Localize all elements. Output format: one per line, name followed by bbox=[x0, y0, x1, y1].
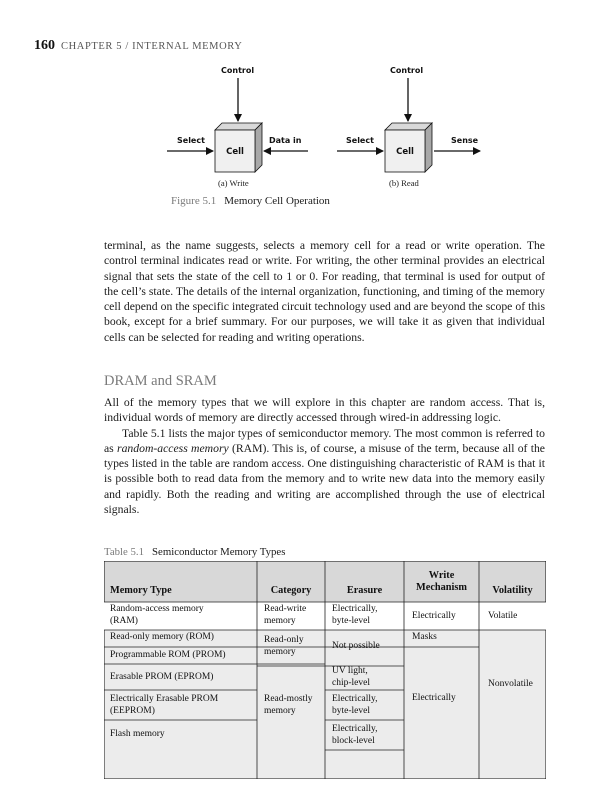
memory-cell-diagram bbox=[155, 60, 515, 190]
cell-ram-erasure-line1: Electrically, bbox=[332, 604, 378, 614]
cell-prom: Programmable ROM (PROM) bbox=[110, 650, 226, 660]
table-caption-text: Semiconductor Memory Types bbox=[152, 546, 286, 558]
cell-flash-erasure bbox=[332, 724, 378, 747]
write-select-label: Select bbox=[177, 136, 205, 145]
cell-eeprom-line1: Electrically Erasable PROM bbox=[110, 694, 219, 704]
chapter-title: CHAPTER 5 / INTERNAL MEMORY bbox=[61, 41, 243, 52]
cell-eeprom bbox=[110, 694, 218, 717]
cell-ram-line2: (RAM) bbox=[110, 615, 138, 626]
page-number: 160 bbox=[34, 38, 55, 53]
cell-flash: Flash memory bbox=[110, 729, 165, 739]
cell-uv-line1: UV light, bbox=[332, 666, 368, 676]
figure-caption-text: Memory Cell Operation bbox=[224, 195, 330, 207]
cell-volatile: Volatile bbox=[488, 611, 518, 621]
write-caption: (a) Write bbox=[218, 178, 249, 188]
cell-flash-erasure-line1: Electrically, bbox=[332, 724, 378, 734]
read-caption: (b) Read bbox=[389, 178, 419, 188]
cell-not-possible: Not possible bbox=[332, 641, 380, 651]
cell-ro-line2: memory bbox=[264, 646, 296, 657]
paragraph-table-intro-end: (RAM). This is, of course, a misuse of the term, because all of the types listed in the table are random access. One distinguishing characteristic of RAM is that it is possible both to read data from the memory and to write new data into the memory easily and rapidly. Both the reading and writing are accomplished through the use of electrical signals. bbox=[104, 441, 545, 517]
table-caption bbox=[104, 546, 285, 558]
cell-eprom: Erasable PROM (EPROM) bbox=[110, 672, 214, 682]
table-number: Table 5.1 bbox=[104, 546, 145, 558]
cell-ram bbox=[110, 604, 204, 627]
cell-ram-write: Electrically bbox=[412, 611, 456, 621]
cell-read-mostly-memory bbox=[264, 694, 313, 717]
cell-ram-line1: Random-access memory bbox=[110, 604, 204, 614]
cell-eeprom-line2: (EEPROM) bbox=[110, 705, 155, 716]
cell-rw-line1: Read-write bbox=[264, 604, 307, 614]
header-category: Category bbox=[270, 585, 312, 596]
cell-ro-line1: Read-only bbox=[264, 635, 304, 645]
header-erasure: Erasure bbox=[346, 585, 383, 596]
write-cell bbox=[167, 78, 308, 172]
paragraph-table-intro-start: Table 5.1 lists the major types of semiconductor memory. The most common is referred to as bbox=[104, 426, 545, 455]
term-random-access-memory: random-access memory bbox=[117, 441, 229, 455]
memory-cell-figure bbox=[155, 60, 515, 210]
cell-ram-erasure-line2: byte-level bbox=[332, 615, 370, 626]
write-data-in-label: Data in bbox=[269, 136, 302, 145]
cell-flash-erasure-line2: block-level bbox=[332, 735, 375, 746]
read-select-label: Select bbox=[346, 136, 374, 145]
figure-caption bbox=[171, 195, 330, 207]
cell-eeprom-erasure bbox=[332, 694, 378, 717]
section-title: DRAM and SRAM bbox=[104, 373, 217, 389]
header-memory-type: Memory Type bbox=[110, 585, 172, 596]
paragraph-terminal: terminal, as the name suggests, selects a memory cell for a read or write operation. The control terminal indicates read or write. For writing, the other terminal provides an electrical signal that sets the state of the cell to 1 or 0. For reading, that terminal is used for output of the cell’s state. The details of the internal organization, functioning, and timing of the memory cell depend on the specific integrated circuit technology used and are beyond the scope of this book, except for a brief summary. For our purposes, we will take it as given that individual cells can be selected for reading and writing operations. bbox=[104, 239, 545, 344]
header-write: Write bbox=[428, 570, 455, 581]
cell-electrically: Electrically bbox=[412, 693, 456, 703]
section-body bbox=[104, 395, 545, 517]
cell-uv-line2: chip-level bbox=[332, 677, 370, 688]
cell-rw-line2: memory bbox=[264, 615, 296, 626]
paragraph-table-intro bbox=[104, 426, 545, 518]
header-write-mechanism bbox=[404, 570, 479, 594]
read-sense-label: Sense bbox=[451, 136, 479, 145]
cell-eeprom-erasure-line1: Electrically, bbox=[332, 694, 378, 704]
figure-number: Figure 5.1 bbox=[171, 195, 217, 207]
cell-rom: Read-only memory (ROM) bbox=[110, 632, 214, 642]
cell-rm-line1: Read-mostly bbox=[264, 694, 313, 704]
write-cell-label: Cell bbox=[226, 147, 244, 157]
cell-masks: Masks bbox=[412, 632, 437, 642]
paragraph-random-access: All of the memory types that we will explore in this chapter are random access. That is, individual words of memory are directly accessed through wired-in addressing logic. bbox=[104, 396, 545, 425]
cell-nonvolatile: Nonvolatile bbox=[488, 679, 533, 689]
read-cell-label: Cell bbox=[396, 147, 414, 157]
read-cell bbox=[337, 78, 480, 172]
cell-eeprom-erasure-line2: byte-level bbox=[332, 705, 370, 716]
cell-read-only-memory bbox=[264, 635, 304, 658]
write-control-label: Control bbox=[221, 66, 255, 75]
cell-read-write-memory bbox=[264, 604, 306, 627]
memory-types-table bbox=[104, 561, 546, 779]
header-volatility: Volatility bbox=[492, 585, 533, 596]
header-mechanism: Mechanism bbox=[416, 582, 467, 593]
cell-ram-erasure bbox=[332, 604, 378, 627]
running-header bbox=[34, 38, 242, 54]
cell-uv-erasure bbox=[332, 666, 370, 689]
cell-rm-line2: memory bbox=[264, 705, 296, 716]
read-control-label: Control bbox=[390, 66, 424, 75]
